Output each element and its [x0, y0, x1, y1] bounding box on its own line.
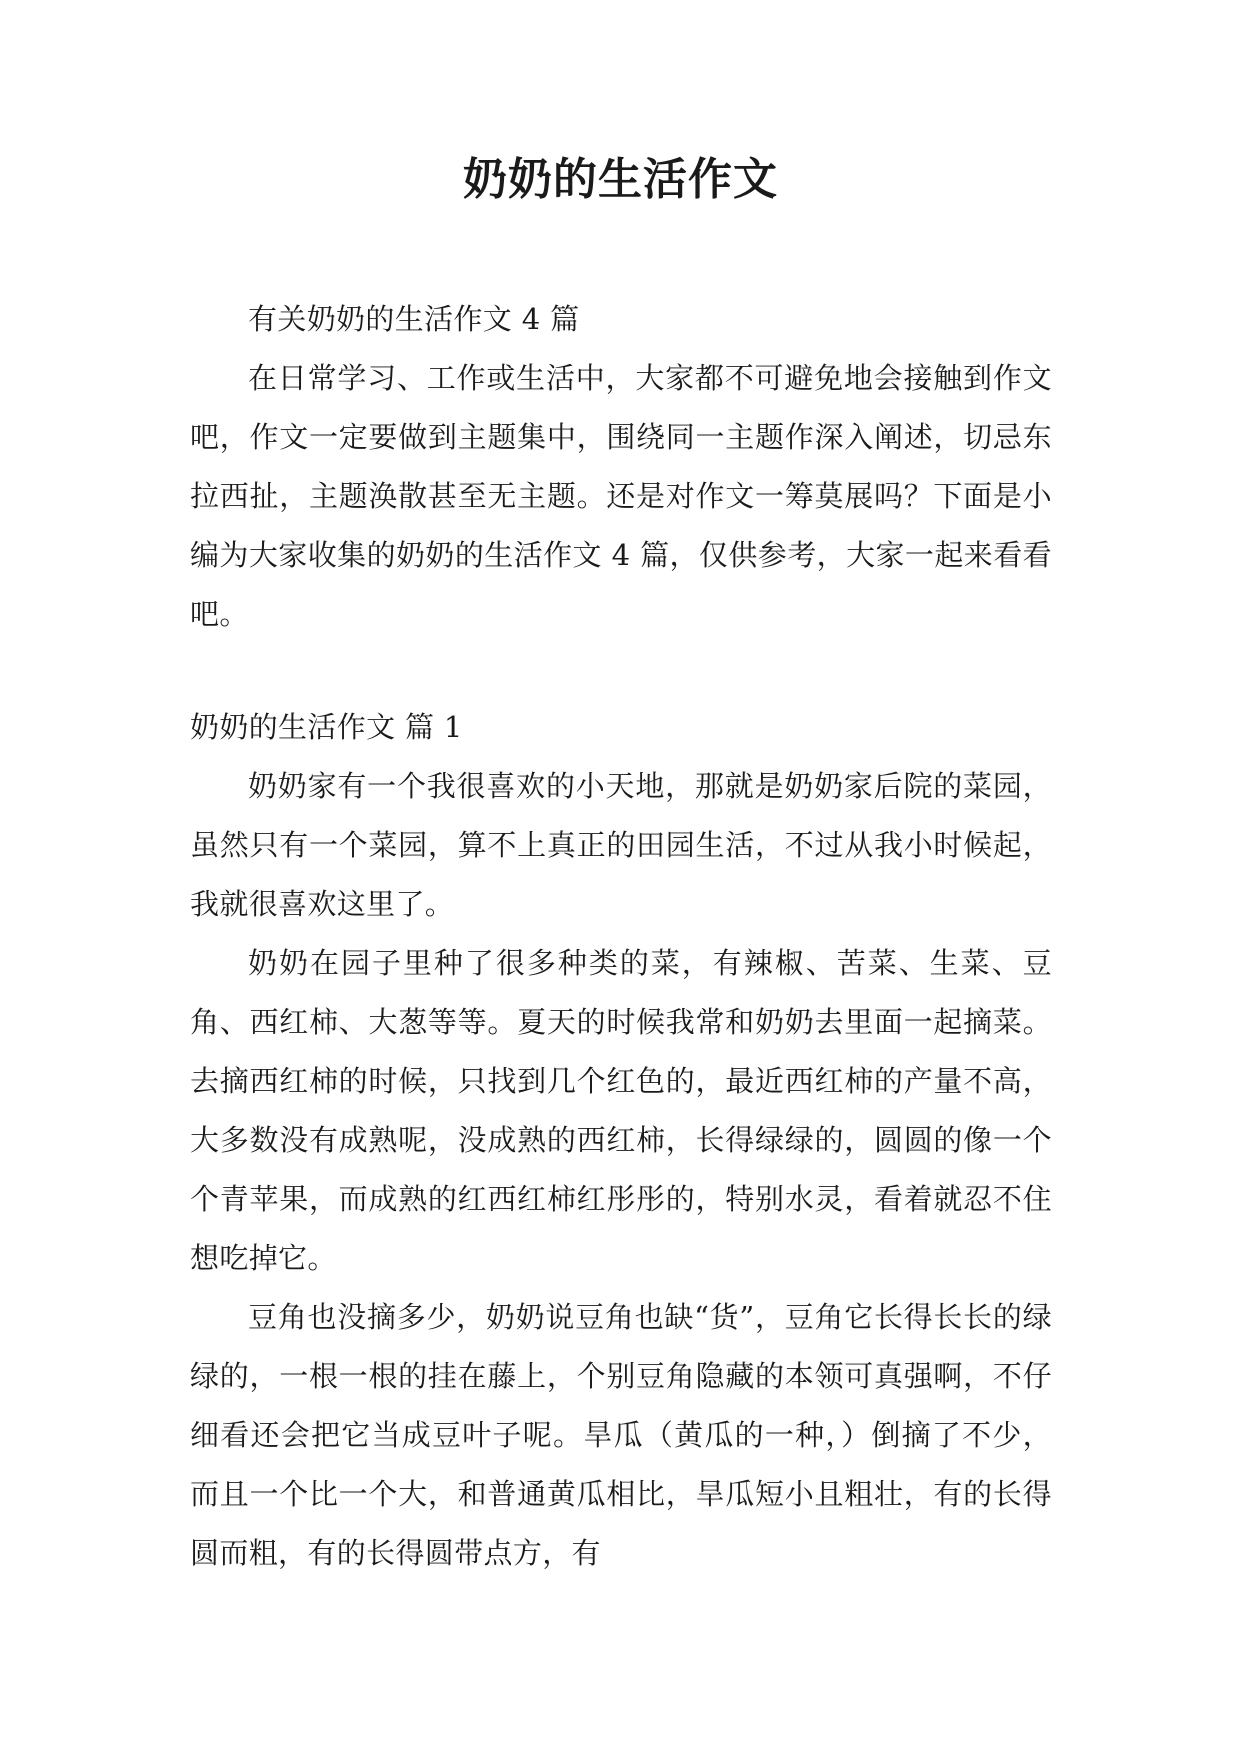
body-paragraph-2: 奶奶在园子里种了很多种类的菜，有辣椒、苦菜、生菜、豆角、西红柿、大葱等等。夏天的时候我常和奶奶去里面一起摘菜。去摘西红柿的时候，只找到几个红色的，最近西红柿的产量不高，大多数没有成熟呢，没成熟的西红柿，长得绿绿的，圆圆的像一个个青苹果，而成熟的红西红柿红彤彤的，特别水灵，看着就忍不住想吃掉它。: [190, 946, 1052, 1275]
document-title: 奶奶的生活作文: [463, 154, 778, 205]
document-body: [190, 290, 1052, 1583]
section-heading: 奶奶的生活作文 篇 1: [190, 710, 463, 744]
intro-paragraph: 在日常学习、工作或生活中，大家都不可避免地会接触到作文吧，作文一定要做到主题集中，围绕同一主题作深入阐述，切忌东拉西扯，主题涣散甚至无主题。还是对作文一筹莫展吗？下面是小编为大家收集的奶奶的生活作文 4 篇，仅供参考，大家一起来看看吧。: [190, 361, 1052, 631]
document-subtitle: 有关奶奶的生活作文 4 篇: [248, 302, 580, 336]
body-paragraph-3: 豆角也没摘多少，奶奶说豆角也缺“货”，豆角它长得长长的绿绿的，一根一根的挂在藤上，个别豆角隐藏的本领可真强啊，不仔细看还会把它当成豆叶子呢。旱瓜（黄瓜的一种，）倒摘了不少，而且一个比一个大，和普通黄瓜相比，旱瓜短小且粗壮，有的长得圆而粗，有的长得圆带点方，有: [190, 1300, 1052, 1570]
body-paragraph-1: 奶奶家有一个我很喜欢的小天地，那就是奶奶家后院的菜园，虽然只有一个菜园，算不上真正的田园生活，不过从我小时候起，我就很喜欢这里了。: [190, 769, 1052, 921]
